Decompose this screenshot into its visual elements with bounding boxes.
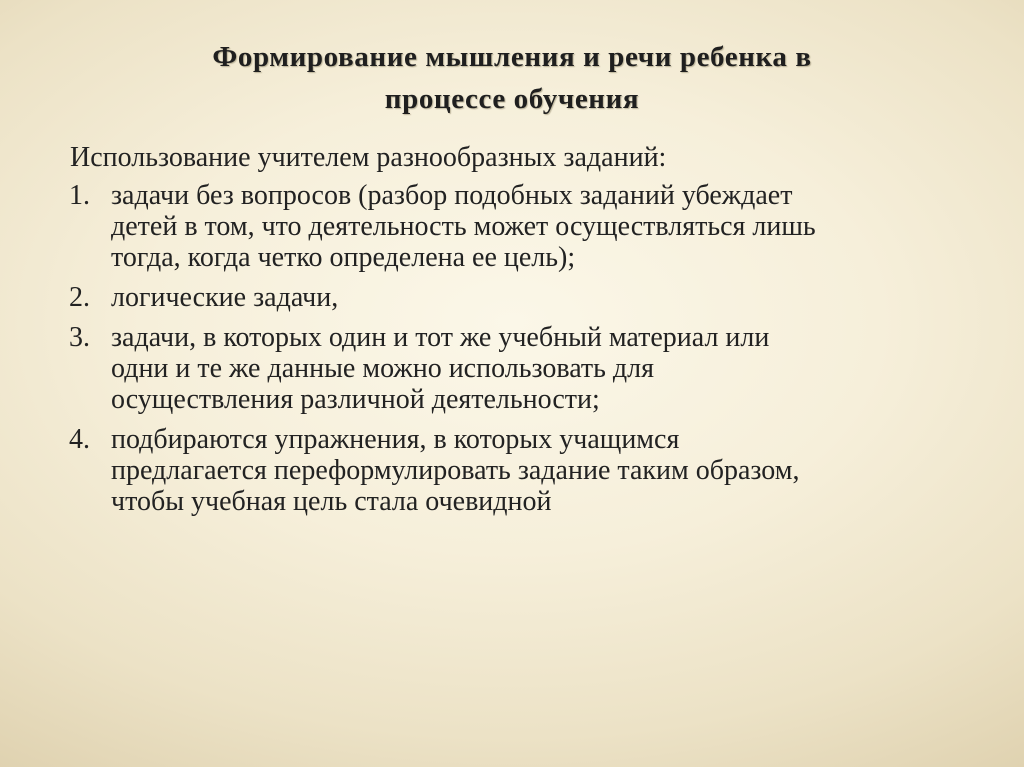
- list-item-number: 2.: [69, 282, 90, 313]
- slide-body: [69, 142, 989, 526]
- list-item-1: [69, 180, 989, 273]
- list-item-line: одни и те же данные можно использовать для: [111, 353, 655, 384]
- list-item-line: подбираются упражнения, в которых учащимся: [111, 424, 680, 455]
- list-item-4: [69, 424, 989, 517]
- list-item-line: чтобы учебная цель стала очевидной: [111, 486, 552, 517]
- list-item-line: тогда, когда четко определена ее цель);: [111, 242, 576, 273]
- list-item-line: задачи, в которых один и тот же учебный материал или: [111, 322, 770, 353]
- list-item-line: задачи без вопросов (разбор подобных заданий убеждает: [111, 180, 793, 211]
- slide-title-line-2: процессе обучения: [384, 83, 640, 115]
- list-item-2: [69, 282, 989, 313]
- list-item-3: [69, 322, 989, 415]
- slide-title: [60, 36, 964, 120]
- list-item-line: логические задачи,: [111, 282, 339, 313]
- list-item-number: 1.: [69, 180, 90, 211]
- slide-title-line-1: Формирование мышления и речи ребенка в: [212, 41, 812, 73]
- task-list: [69, 180, 989, 517]
- list-item-number: 4.: [69, 424, 90, 455]
- list-item-line: предлагается переформулировать задание таким образом,: [111, 455, 800, 486]
- list-item-line: осуществления различной деятельности;: [111, 384, 600, 415]
- intro-text: Использование учителем разнообразных заданий:: [70, 142, 667, 173]
- list-item-line: детей в том, что деятельность может осуществляться лишь: [111, 211, 816, 242]
- list-item-number: 3.: [69, 322, 90, 353]
